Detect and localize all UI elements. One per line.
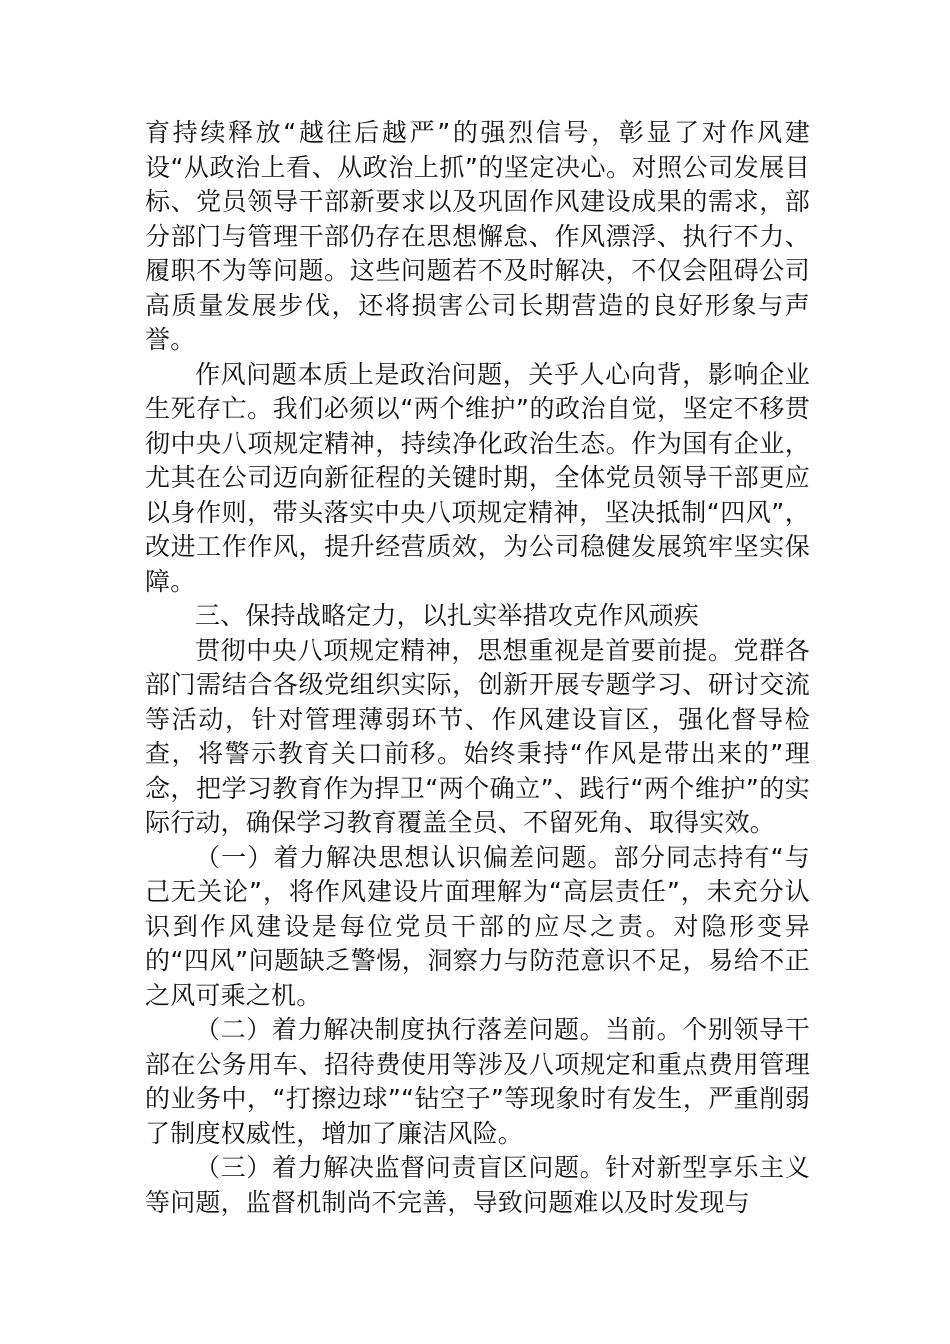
paragraph-conduct-is-political: 作风问题本质上是政治问题，关乎人心向背，影响企业生死存亡。我们必须以“两个维护”的政治自觉，坚定不移贯彻中央八项规定精神，持续净化政治生态。作为国有企业，尤其在公司迈向新征程的关键时期，全体党员领导干部更应以身作则，带头落实中央八项规定精神，坚决抵制“四风”，改进工作作风，提升经营质效，为公司稳健发展筑牢坚实保障。 xyxy=(145,359,810,596)
paragraph-continued: 育持续释放“越往后越严”的强烈信号，彰显了对作风建设“从政治上看、从政治上抓”的坚定决心。对照公司发展目标、党员领导干部新要求以及巩固作风建设成果的需求，部分部门与管理干部仍存在思想懈怠、作风漂浮、执行不力、履职不为等问题。这些问题若不及时解决，不仅会阻碍公司高质量发展步伐，还将损害公司长期营造的良好形象与声誉。 xyxy=(145,118,810,354)
document-body xyxy=(145,116,810,1220)
section-heading-three: 三、保持战略定力，以扎实举措攻克作风顽疾 xyxy=(195,601,700,630)
paragraph-ideological-priority: 贯彻中央八项规定精神，思想重视是首要前提。党群各部门需结合各级党组织实际，创新开展专题学习、研讨交流等活动，针对管理薄弱环节、作风建设盲区，强化督导检查，将警示教育关口前移。始终秉持“作风是带出来的”理念，把学习教育作为捍卫“两个确立”、践行“两个维护”的实际行动，确保学习教育覆盖全员、不留死角、取得实效。 xyxy=(145,635,810,837)
paragraph-item-two: （二）着力解决制度执行落差问题。当前。个别领导干部在公务用车、招待费使用等涉及八项规定和重点费用管理的业务中，“打擦边球”“钻空子”等现象时有发生，严重削弱了制度权威性，增加了廉洁风险。 xyxy=(145,1015,810,1148)
paragraph-item-one: （一）着力解决思想认识偏差问题。部分同志持有“与己无关论”，将作风建设片面理解为“高层责任”，未充分认识到作风建设是每位党员干部的应尽之责。对隐形变异的“四风”问题缺乏警惕，洞察力与防范意识不足，易给不正之风可乘之机。 xyxy=(145,842,810,1010)
paragraph-item-three: （三）着力解决监督问责盲区问题。针对新型享乐主义等问题，监督机制尚不完善，导致问题难以及时发现与 xyxy=(145,1153,810,1217)
